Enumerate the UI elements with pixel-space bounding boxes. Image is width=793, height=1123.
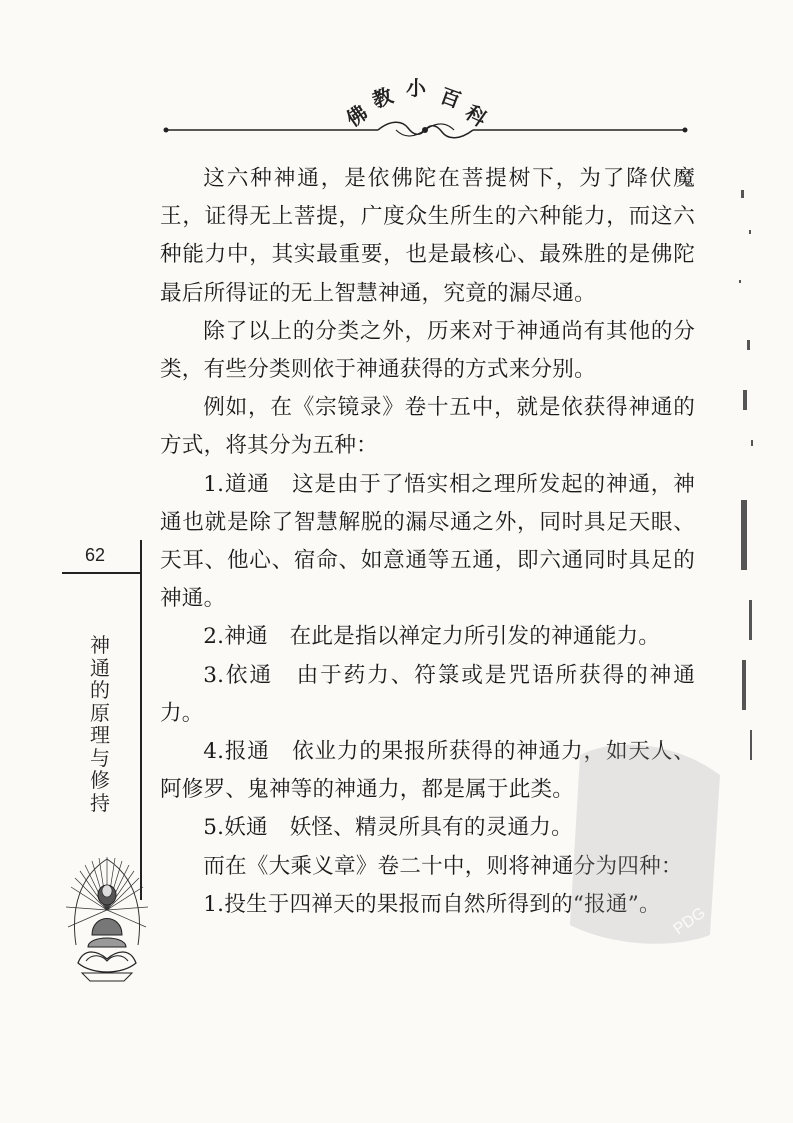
list-item: [160, 657, 695, 733]
margin-vertical-rule: [140, 540, 142, 900]
title-char: 小: [406, 76, 426, 100]
title-char: 科: [461, 100, 492, 132]
running-title-char: 神: [90, 635, 110, 657]
page-number-divider: [62, 572, 142, 574]
watermark-text: PDG: [670, 904, 709, 939]
running-title-char: 原: [90, 702, 110, 725]
item-text: 依业力的果报所获得的神通力，如天人、阿修罗、鬼神等的神通力，都是属于此类。: [160, 739, 695, 803]
series-title: [340, 64, 510, 132]
page-number: 62: [85, 545, 106, 565]
running-title-char: 持: [90, 792, 110, 815]
item-text: 这是由于了悟实相之理所发起的神通，神通也就是除了智慧解脱的漏尽通之外，同时具足天眼、天耳、他心、宿命、如意通等五通，即六通同时具足的神通。: [160, 471, 695, 612]
item-text: 在此是指以禅定力所引发的神通能力。: [289, 624, 661, 650]
item-label: 3.依通: [203, 662, 274, 688]
title-char: 佛: [341, 100, 372, 132]
list-item: [160, 618, 695, 656]
item-label: 1.道通: [203, 471, 270, 497]
running-title-char: 与: [90, 747, 110, 770]
item-label: 4.报通: [203, 739, 270, 765]
header-ornament-rule: [158, 118, 693, 142]
scan-edge-noise: [735, 190, 765, 790]
chapter-running-title: [87, 635, 113, 815]
paragraph: 而在《大乘义章》卷二十中，则将神通分为四种：: [203, 853, 683, 879]
running-title-char: 的: [90, 680, 110, 702]
paragraph: 这六种神通，是依佛陀在菩提树下，为了降伏魔王，证得无上菩提，广度众生所生的六种能力，而这六种能力中，其实最重要，也是最核心、最殊胜的是佛陀最后所得证的无上智慧神通，究竟的漏尽通。: [160, 166, 695, 306]
title-char: 百: [436, 83, 464, 113]
title-char: 教: [369, 83, 397, 113]
buddha-illustration: [62, 855, 152, 985]
item-text: 由于药力、符箓或是咒语所获得的神通力。: [160, 662, 696, 726]
item-label: 5.妖通: [203, 815, 268, 841]
watermark-stamp: [560, 735, 730, 955]
running-title-char: 通: [90, 657, 110, 680]
item-label: 2.神通: [203, 624, 268, 650]
list-item: 1.投生于四禅天的果报而自然所得到的“报通”。: [203, 891, 661, 917]
item-text: 妖怪、精灵所具有的灵通力。: [289, 815, 573, 841]
running-title-char: 修: [90, 770, 110, 792]
paragraph: 例如，在《宗镜录》卷十五中，就是依获得神通的方式，将其分为五种：: [160, 395, 695, 459]
list-item: [160, 466, 695, 619]
running-title-char: 理: [90, 725, 110, 747]
paragraph: 除了以上的分类之外，历来对于神通尚有其他的分类，有些分类则依于神通获得的方式来分别。: [160, 318, 695, 383]
